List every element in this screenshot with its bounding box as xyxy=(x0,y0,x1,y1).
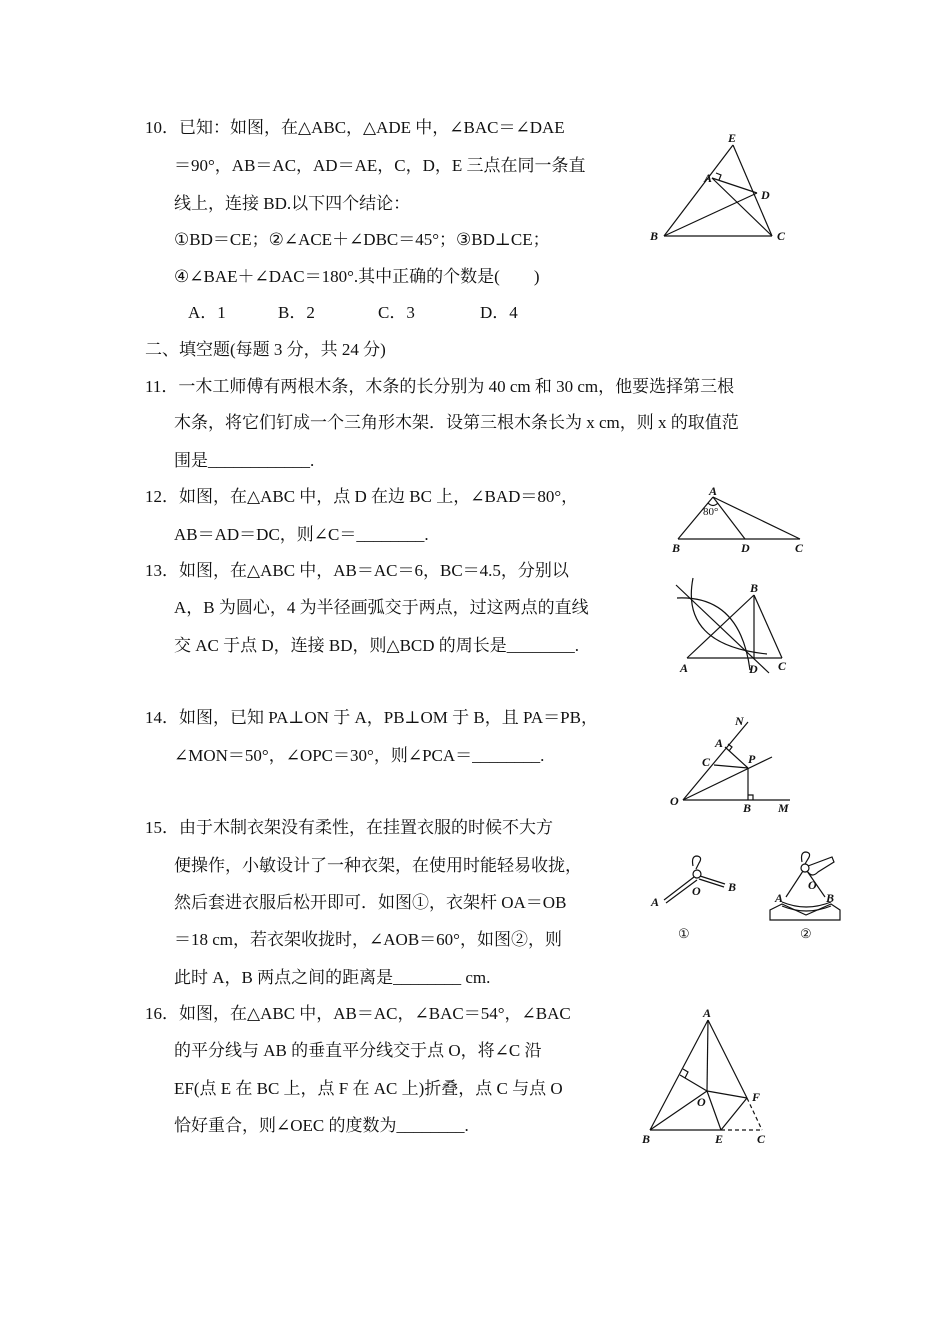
label-e: E xyxy=(728,131,737,145)
q10-line: ＝90°，AB＝AC，AD＝AE，C，D，E 三点在同一条直 xyxy=(174,156,586,175)
label-b: B xyxy=(672,541,681,555)
label-b: B xyxy=(743,801,752,815)
figure-q15 xyxy=(650,852,840,941)
label-c: C xyxy=(795,541,804,555)
q11-line: 木条，将它们钉成一个三角形木架．设第三根木条长为 x cm，则 x 的取值范 xyxy=(174,413,739,432)
q12-line: AB＝AD＝DC，则∠C＝________. xyxy=(174,525,429,544)
label-a: A xyxy=(703,1006,712,1020)
label-b: B xyxy=(650,229,659,243)
figure-1-label: ① xyxy=(678,926,690,941)
label-o: O xyxy=(670,794,679,808)
label-b: B xyxy=(826,891,835,905)
label-p: P xyxy=(748,752,756,766)
q11-line: 11．一木工师傅有两根木条，木条的长分别为 40 cm 和 30 cm，他要选择第三根 xyxy=(145,377,735,396)
label-b: B xyxy=(750,581,759,595)
label-a: A xyxy=(651,895,660,909)
label-e: E xyxy=(715,1132,724,1146)
q15-line: 15．由于木制衣架没有柔性，在挂置衣服的时候不大方 xyxy=(145,818,553,837)
label-c: C xyxy=(777,229,786,243)
q12-line: 12．如图，在△ABC 中，点 D 在边 BC 上，∠BAD＝80°， xyxy=(145,487,579,506)
q14-line: 14．如图，已知 PA⊥ON 于 A，PB⊥OM 于 B，且 PA＝PB， xyxy=(145,708,598,727)
label-a: A xyxy=(715,736,724,750)
label-o: O xyxy=(697,1095,706,1109)
label-c: C xyxy=(778,659,787,673)
label-o: O xyxy=(692,884,701,898)
q14-line: ∠MON＝50°，∠OPC＝30°，则∠PCA＝________. xyxy=(174,746,545,765)
label-n: N xyxy=(735,714,744,728)
q15-line: 然后套进衣服后松开即可．如图①，衣架杆 OA＝OB xyxy=(174,893,567,912)
q10-line: ④∠BAE＋∠DAC＝180°.其中正确的个数是( ) xyxy=(174,267,540,286)
section-heading: 二、填空题(每题 3 分，共 24 分) xyxy=(145,340,386,359)
label-a: A xyxy=(704,171,713,185)
q16-line: 恰好重合，则∠OEC 的度数为________. xyxy=(174,1116,469,1135)
q15-line: ＝18 cm，若衣架收拢时，∠AOB＝60°，如图②，则 xyxy=(174,930,562,949)
q16-line: 16．如图，在△ABC 中，AB＝AC，∠BAC＝54°，∠BAC xyxy=(145,1004,571,1023)
q13-line: 交 AC 于点 D，连接 BD，则△BCD 的周长是________. xyxy=(174,636,580,655)
label-a: A xyxy=(709,484,718,498)
label-d: D xyxy=(741,541,750,555)
figure-2-label: ② xyxy=(800,926,812,941)
figure-q12 xyxy=(671,484,804,555)
option-c: C．3 xyxy=(378,303,415,322)
label-o: O xyxy=(808,878,817,892)
figure-q14 xyxy=(670,714,790,815)
q10-line: ①BD＝CE；②∠ACE＋∠DBC＝45°；③BD⊥CE； xyxy=(174,230,550,249)
q16-line: EF(点 E 在 BC 上，点 F 在 AC 上)折叠，点 C 与点 O xyxy=(174,1079,563,1098)
q15-line: 此时 A，B 两点之间的距离是________ cm. xyxy=(174,968,491,987)
label-c: C xyxy=(757,1132,766,1146)
q16-line: 的平分线与 AB 的垂直平分线交于点 O，将∠C 沿 xyxy=(174,1041,542,1060)
option-b: B．2 xyxy=(278,303,315,322)
label-a: A xyxy=(775,891,784,905)
figure-q10 xyxy=(649,131,786,243)
label-d: D xyxy=(761,188,770,202)
option-a: A．1 xyxy=(188,303,226,322)
q15-line: 便操作，小敏设计了一种衣架，在使用时能轻易收拢， xyxy=(174,856,582,875)
q11-line: 围是____________. xyxy=(174,451,315,470)
label-c: C xyxy=(702,755,711,769)
figure-q13 xyxy=(676,578,787,676)
figure-q16 xyxy=(641,1006,766,1146)
label-a: A xyxy=(680,661,689,675)
q10-line: 10．已知：如图，在△ABC，△ADE 中，∠BAC＝∠DAE xyxy=(145,118,565,137)
label-d: D xyxy=(749,662,758,676)
q13-line: A，B 为圆心，4 为半径画弧交于两点，过这两点的直线 xyxy=(174,598,589,617)
label-f: F xyxy=(752,1090,761,1104)
angle-label: 80° xyxy=(703,506,719,518)
label-b: B xyxy=(642,1132,651,1146)
q10-line: 线上，连接 BD.以下四个结论： xyxy=(174,194,411,213)
label-b: B xyxy=(728,880,737,894)
q13-line: 13．如图，在△ABC 中，AB＝AC＝6，BC＝4.5，分别以 xyxy=(145,561,569,580)
label-m: M xyxy=(778,801,789,815)
option-d: D．4 xyxy=(480,303,518,322)
